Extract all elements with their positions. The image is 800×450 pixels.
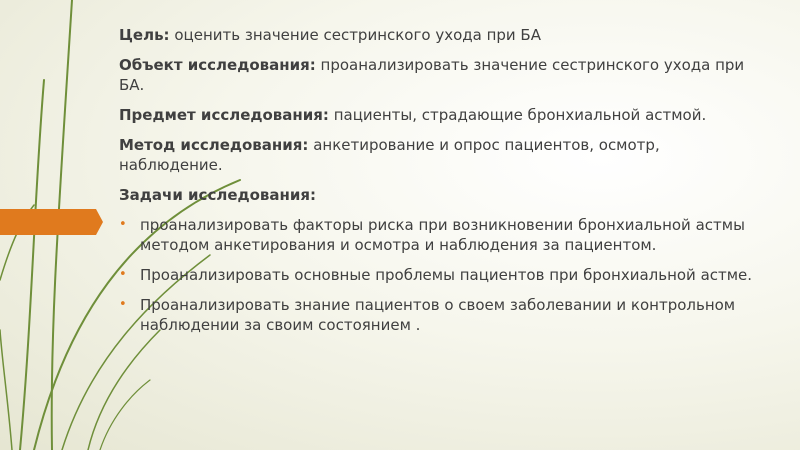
method-label: Метод исследования: xyxy=(119,136,309,154)
tasks-list xyxy=(119,215,759,335)
grass-blade xyxy=(0,330,12,450)
task-item xyxy=(119,265,759,285)
grass-blade xyxy=(88,330,160,450)
task-text: проанализировать факторы риска при возникновении бронхиальной астмы методом анкетирования и осмотра и наблюдения за пациентом. xyxy=(140,216,745,254)
bullet-icon: • xyxy=(119,217,127,232)
subject-paragraph xyxy=(119,105,759,125)
goal-label: Цель: xyxy=(119,26,170,44)
method-text: анкетирование и опрос пациентов, осмотр, наблюдение. xyxy=(119,136,660,174)
goal-text: оценить значение сестринского ухода при БА xyxy=(169,26,541,44)
subject-text: пациенты, страдающие бронхиальной астмой. xyxy=(328,106,707,124)
task-text: Проанализировать знание пациентов о своем заболевании и контрольном наблюдении за своим состоянием . xyxy=(140,296,736,334)
orange-arrow-shape xyxy=(0,209,103,235)
subject-label: Предмет исследования: xyxy=(119,106,329,124)
slide-content xyxy=(119,25,759,345)
object-paragraph xyxy=(119,55,759,95)
goal-paragraph xyxy=(119,25,759,45)
task-item xyxy=(119,215,759,255)
task-item xyxy=(119,295,759,335)
object-text: проанализировать значение сестринского ухода при БА. xyxy=(119,56,745,94)
method-paragraph xyxy=(119,135,759,175)
object-label: Объект исследования: xyxy=(119,56,316,74)
bullet-icon: • xyxy=(119,267,127,282)
grass-blade xyxy=(100,380,150,450)
bullet-icon: • xyxy=(119,297,127,312)
grass-blade xyxy=(20,80,44,450)
task-text: Проанализировать основные проблемы пациентов при бронхиальной астме. xyxy=(140,266,753,284)
tasks-heading: Задачи исследования: xyxy=(119,186,317,204)
